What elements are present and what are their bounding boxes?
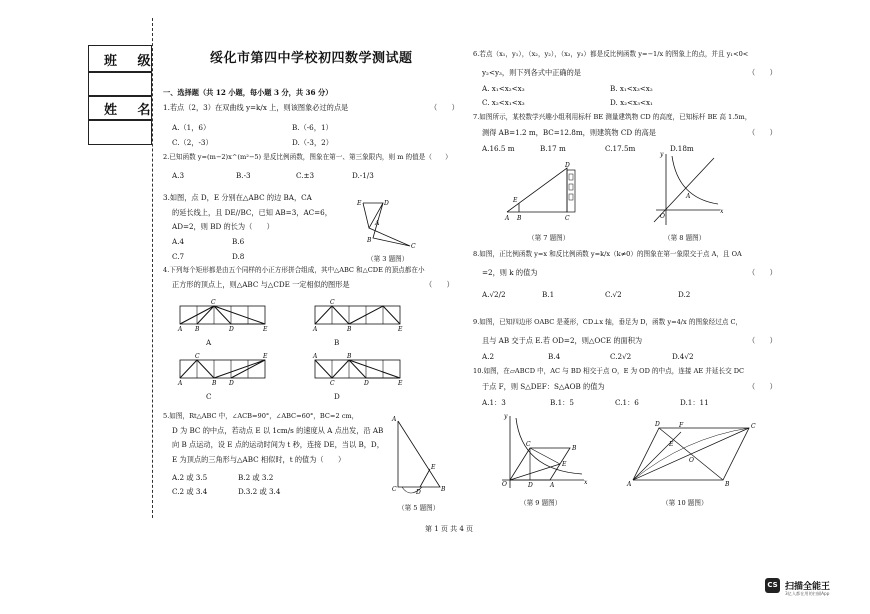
q3-line1: 3.如图，点 D，E 分别在△ABC 的边 BA，CA	[163, 193, 312, 202]
svg-text:A: A	[627, 481, 632, 488]
svg-text:O: O	[689, 457, 694, 464]
q3-option-c: C.7	[172, 252, 185, 261]
svg-text:B: B	[212, 380, 217, 387]
svg-text:E: E	[431, 464, 436, 471]
q9-caption: （第 9 题图）	[520, 499, 562, 507]
q2-option-c: C.±3	[296, 171, 315, 180]
svg-text:A: A	[178, 326, 183, 333]
q5-line2: D 为 BC 的中点，若动点 E 以 1cm/s 的速度从 A 点出发，沿 AB	[172, 426, 384, 435]
q7-caption: （第 7 题图）	[528, 234, 570, 242]
q9-line2: 且与 AB 交于点 E.若 OD=2，则△OCE 的面积为	[482, 336, 643, 345]
q7-option-d: D.18m	[670, 144, 694, 153]
svg-text:C: C	[330, 380, 335, 387]
svg-text:D: D	[655, 421, 660, 428]
q9-figure	[498, 412, 588, 490]
q4-figure-d	[313, 352, 403, 392]
q10-caption: （第 10 题图）	[662, 499, 708, 507]
svg-text:E: E	[398, 326, 403, 333]
svg-text:B: B	[725, 481, 730, 488]
q9-option-a: A.2	[482, 352, 495, 361]
q2-option-b: B.-3	[236, 171, 251, 180]
q10-line2: 于点 F，则 S△DEF：S△AOB 的值为	[482, 382, 605, 391]
scanner-app-tagline: 3亿人都在用的扫描App	[785, 591, 830, 596]
q5-caption: （第 5 题图）	[398, 504, 440, 512]
q8-line2: =2，则 k 的值为	[482, 268, 538, 277]
q1-option-c: C.（2，-3）	[172, 138, 213, 147]
q4-figure-c	[178, 352, 268, 392]
svg-text:x: x	[584, 479, 588, 486]
page-footer: 第 1 页 共 4 页	[425, 525, 474, 533]
q1-option-a: A.（1，6）	[172, 123, 211, 132]
svg-text:E: E	[669, 441, 674, 448]
svg-text:C: C	[526, 441, 531, 448]
q10-option-b: B.1：5	[550, 398, 574, 407]
q4-figure-a	[178, 298, 268, 338]
svg-text:C: C	[195, 353, 200, 360]
q7-figure	[505, 160, 585, 222]
q2-option-a: A.3	[172, 171, 185, 180]
q8-option-d: D.2	[678, 290, 691, 299]
q8-option-a: A.√2/2	[482, 290, 506, 299]
q3-option-d: D.8	[232, 252, 245, 261]
svg-text:E: E	[562, 461, 567, 468]
svg-text:B: B	[441, 486, 446, 493]
section-heading: 一、选择题（共 12 小题，每小题 3 分，共 36 分）	[163, 88, 333, 97]
q6-option-a: A. x₁<x₂<x₃	[482, 84, 525, 93]
q6-paren: （ ）	[748, 68, 777, 77]
q5-option-b: B.2 或 3.2	[238, 473, 274, 482]
svg-text:B: B	[517, 215, 522, 222]
q10-paren: （ ）	[748, 382, 777, 391]
svg-text:O: O	[502, 481, 507, 488]
q5-option-a: A.2 或 3.5	[172, 473, 208, 482]
svg-text:A: A	[550, 482, 555, 489]
q5-option-d: D.3.2 或 3.4	[238, 487, 281, 496]
svg-text:D: D	[565, 162, 570, 169]
svg-text:A: A	[313, 353, 318, 360]
q10-option-a: A.1：3	[482, 398, 506, 407]
q3-option-a: A.4	[172, 237, 185, 246]
svg-text:A: A	[686, 193, 691, 200]
svg-text:B: B	[347, 353, 352, 360]
q6-line1: 6.若点（x₁，y₁），（x₂，y₂），（x₃，y₃）都是反比例函数 y=−1/x 的图象上的点，并且 y₁<0<	[473, 50, 749, 58]
q6-option-d: D. x₂<x₃<x₁	[610, 98, 653, 107]
q4-label-c: C	[206, 392, 212, 401]
svg-text:A: A	[392, 416, 397, 423]
q3-option-b: B.6	[232, 237, 245, 246]
svg-text:B: B	[367, 237, 372, 244]
q9-line1: 9.如图，已知四边形 OABC 是菱形，CD⊥x 轴，垂足为 D，函数 y=4/x 的图象经过点 C，	[473, 318, 743, 326]
q3-line3: AD=2，则 BD 的长为（ ）	[172, 222, 274, 231]
svg-text:y: y	[504, 413, 508, 420]
name-blank	[88, 119, 152, 145]
svg-text:A: A	[375, 220, 380, 227]
svg-text:A: A	[505, 215, 510, 222]
svg-text:B: B	[347, 326, 352, 333]
svg-text:D: D	[416, 489, 421, 496]
svg-text:E: E	[263, 326, 268, 333]
page-title: 绥化市第四中学校初四数学测试题	[210, 51, 413, 66]
cs-logo-icon: CS	[765, 578, 780, 593]
q3-figure	[355, 198, 425, 253]
svg-text:F: F	[679, 422, 684, 429]
q7-option-b: B.17 m	[540, 144, 566, 153]
svg-text:y: y	[660, 151, 664, 158]
q4-figure-b	[313, 298, 403, 338]
svg-text:E: E	[398, 380, 403, 387]
svg-text:E: E	[513, 197, 518, 204]
binding-line	[152, 18, 153, 518]
svg-text:D: D	[528, 482, 533, 489]
q1-stem: 1.若点（2，3）在双曲线 y=k/x 上，则该图象必过的点是	[163, 103, 349, 112]
q7-option-c: C.17.5m	[605, 144, 636, 153]
q3-caption: （第 3 题图）	[367, 255, 409, 263]
q8-paren: （ ）	[748, 268, 777, 277]
q7-option-a: A.16.5 m	[482, 144, 515, 153]
q4-line1: 4.下列每个矩形都是由五个同样的小正方形拼合组成，其中△ABC 和△CDE 的顶点都在小	[163, 266, 425, 274]
svg-text:E: E	[263, 353, 268, 360]
q8-line1: 8.如图，正比例函数 y=x 和反比例函数 y=k/x（k≠0）的图象在第一象限交于点 A，且 OA	[473, 250, 742, 258]
q10-line1: 10.如图，在▱ABCD 中，AC 与 BD 相交于点 O，E 为 OD 的中点，连接 AE 并延长交 DC	[473, 367, 745, 375]
svg-text:A: A	[178, 380, 183, 387]
q2-option-d: D.-1/3	[352, 171, 374, 180]
q9-paren: （ ）	[748, 336, 777, 345]
q8-option-b: B.1	[542, 290, 555, 299]
svg-text:A: A	[313, 326, 318, 333]
name-label: 姓 名	[104, 103, 159, 118]
svg-text:B: B	[572, 445, 577, 452]
q6-option-b: B. x₁<x₃<x₂	[610, 84, 653, 93]
q4-label-d: D	[334, 392, 340, 401]
scanner-app-name: 扫描全能王	[785, 582, 831, 592]
q10-option-c: C.1：6	[615, 398, 639, 407]
q9-option-c: C.2√2	[610, 352, 632, 361]
q3-line2: 的延长线上，且 DE//BC，已知 AB=3，AC=6，	[172, 208, 332, 217]
q10-figure	[625, 418, 755, 488]
svg-text:B: B	[195, 326, 200, 333]
q4-line2: 正方形的顶点上，则△ABC 与△CDE 一定相似的图形是	[172, 280, 350, 289]
q1-paren: （ ）	[430, 103, 459, 112]
q2-stem: 2.已知函数 y=(m−2)x^(m²−5) 是反比例函数，图象在第一、第三象限内，则 m 的值是（ ）	[163, 153, 452, 161]
svg-text:D: D	[364, 380, 369, 387]
svg-text:C: C	[330, 299, 335, 306]
q6-option-c: C. x₂<x₁<x₃	[482, 98, 525, 107]
svg-text:C: C	[211, 299, 216, 306]
svg-text:O: O	[660, 213, 665, 220]
svg-text:C: C	[565, 215, 570, 222]
q4-label-a: A	[206, 338, 212, 347]
q1-option-b: B.（-6，1）	[292, 123, 333, 132]
q5-figure	[390, 415, 450, 495]
svg-text:D: D	[229, 326, 234, 333]
q9-option-d: D.4√2	[672, 352, 694, 361]
class-blank	[88, 71, 152, 97]
q9-option-b: B.4	[548, 352, 561, 361]
svg-text:x: x	[720, 208, 724, 215]
q7-line2: 测得 AB=1.2 m，BC=12.8m，则建筑物 CD 的高是	[482, 128, 656, 137]
q8-option-c: C.√2	[605, 290, 622, 299]
q7-paren: （ ）	[748, 128, 777, 137]
q8-caption: （第 8 题图）	[664, 234, 706, 242]
q4-paren: （ ）	[425, 280, 454, 289]
svg-text:D: D	[384, 200, 389, 207]
q10-option-d: D.1：11	[680, 398, 709, 407]
svg-text:C: C	[411, 243, 416, 250]
svg-text:C: C	[751, 423, 756, 430]
svg-text:E: E	[357, 200, 362, 207]
svg-text:D: D	[229, 380, 234, 387]
q5-line1: 5.如图，Rt△ABC 中，∠ACB=90°，∠ABC=60°，BC=2 cm，	[163, 412, 359, 420]
q5-option-c: C.2 或 3.4	[172, 487, 208, 496]
svg-text:C: C	[392, 486, 397, 493]
q7-line1: 7.如图所示，某校数学兴趣小组利用标杆 BE 测量建筑物 CD 的高度，已知标杆 BE 高 1.5m，	[473, 113, 752, 121]
q6-line2: y₂<y₃，则下列各式中正确的是	[482, 68, 581, 77]
q8-figure	[650, 150, 725, 230]
q1-option-d: D.（-3，2）	[292, 138, 333, 147]
q4-label-b: B	[334, 338, 340, 347]
q5-line3: 向 B 点运动，设 E 点的运动时间为 t 秒，连接 DE，当以 B，D，	[172, 440, 384, 449]
q5-line4: E 为顶点的三角形与△ABC 相似时，t 的值为（ ）	[172, 455, 346, 464]
class-label: 班 级	[104, 54, 159, 69]
